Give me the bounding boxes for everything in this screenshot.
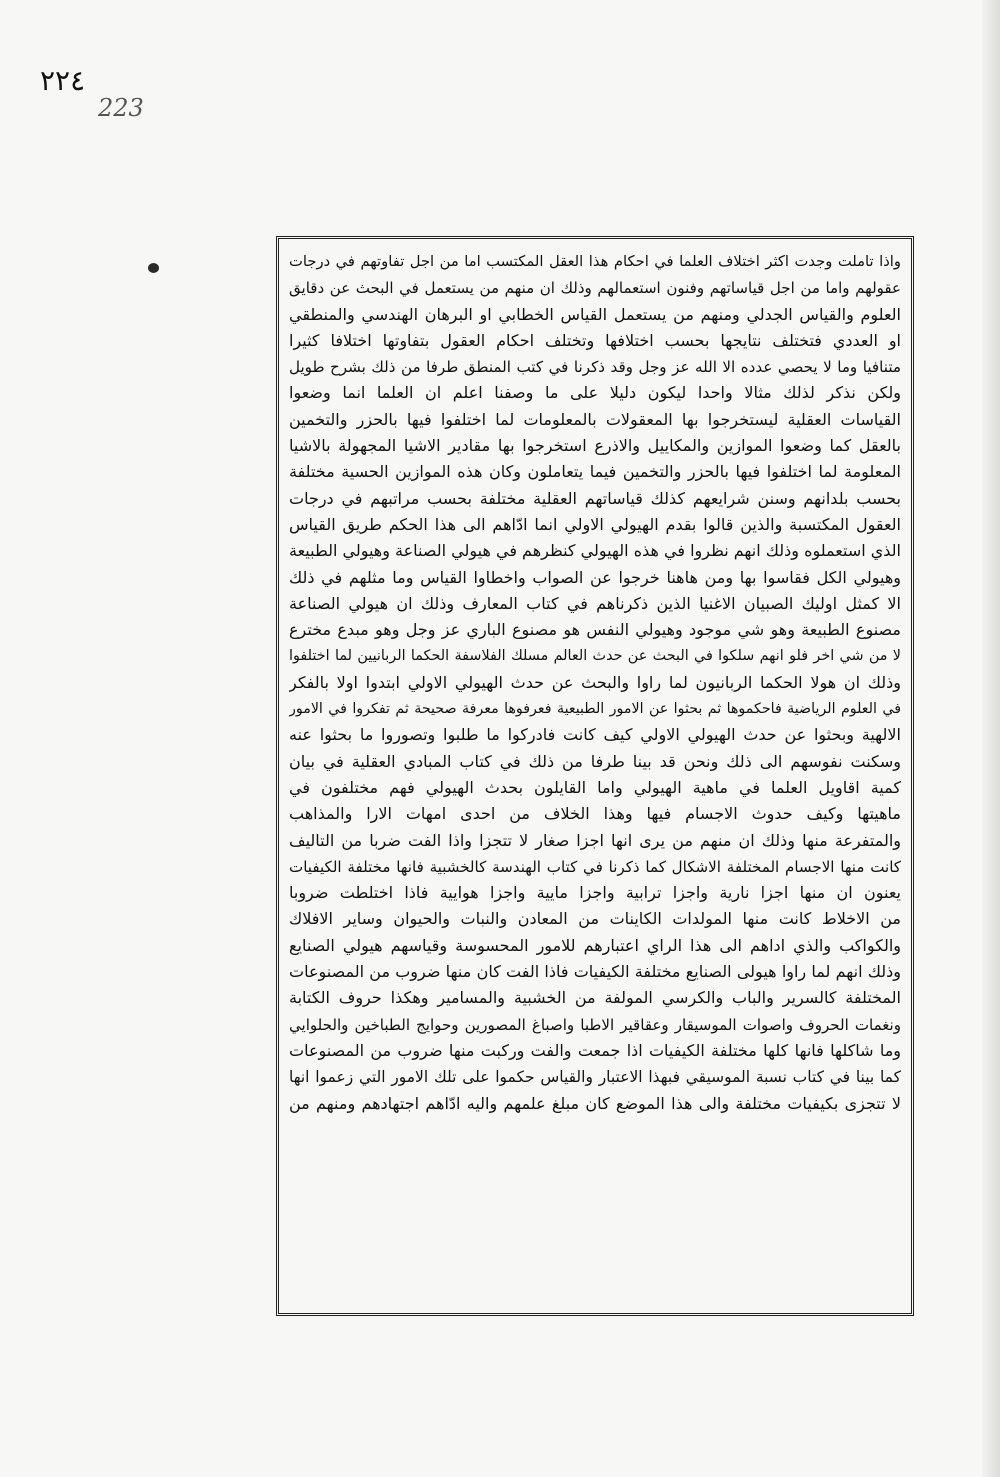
- text-line: الذي استعملوه وذلك انهم نظروا في هذه الهيولي كنظرهم في هيولي الصناعة وهيولي الطبيعة: [289, 541, 901, 561]
- text-line: والمتفرعة منها وذلك ان منهم من يرى انها اجزا صغار لا تتجزا واذا الفت ضربا من التاليف: [289, 830, 901, 850]
- text-line: العقول المكتسبة والذين قالوا بقدم الهيولي الاولي انما ادّاهم الى هذا الحكم طريق القياس: [289, 514, 901, 534]
- text-line: لا تتجزى بكيفيات مختلفة والى هذا الموضع كان مبلغ علمهم واليه ادّاهم اجتهادهم ومنهم من: [289, 1093, 901, 1113]
- text-line: كمية اقاويل العلما في ماهية الهيولي واما القايلون بحدث الهيولي فهم مختلفون في: [289, 777, 901, 797]
- text-line: المعلومة لما اختلفوا فيها بالحزر والتخمين فيما يتعاملون وكان هذه الموازين الحسية مختلفة: [289, 462, 901, 482]
- text-line: القياسات العقلية ليستخرجوا بها المعقولات بالمعلومات لما اختلفوا فيها بالحزر والتخمين: [289, 409, 901, 429]
- text-line: مصنوع الطبيعة وهو شي موجود وهيولي النفس هو مصنوع الباري عز وجل وهو مبدع مخترع: [289, 620, 901, 640]
- text-line: لا من شي اخر فلو انهم سلكوا في البحث عن حدث العالم مسلك الفلاسفة الحكما الربانيين لما اختلفوا: [289, 648, 901, 665]
- text-line: والكواكب والذي اداهم الى هذا الراي اعتبارهم للامور المحسوسة وقياسهم هيولي الصنايع: [289, 935, 901, 955]
- text-line: بالعقل كما وضعوا الموازين والمكاييل والاذرع استخرجوا بها مقادير الاشيا المجهولة بالاشيا: [289, 436, 901, 456]
- text-line: بحسب بلدانهم وسنن شرايعهم كذلك قياساتهم العقلية مختلفة بحسب مراتبهم في درجات: [289, 488, 901, 508]
- text-line: العلوم والقياس الجدلي ومنهم من يستعمل القياس الخطابي او البرهان الهندسي والمنطقي: [289, 304, 901, 324]
- text-line: ماهيتها وكيف حدوث الاجسام فيها وهذا الخلاف من احدى امهات الارا والمذاهب: [289, 804, 901, 824]
- text-line: ونغمات الحروف واصوات الموسيقار وعقاقير الاطبا واصباغ المصورين وحوايج الطباخين والحلوايي: [289, 1015, 901, 1034]
- manuscript-text: [289, 249, 901, 1117]
- text-line: الا كمثل اوليك الصبيان الاغنيا الذين ذكرناهم في كتاب المعارف وذلك ان هيولي الصناعة: [289, 593, 901, 613]
- text-frame: [276, 236, 914, 1316]
- text-line: الالهية وبحثوا عن حدث الهيولي الاولي كيف كانت فادركوا ما طلبوا وتصوروا ما بحثوا عنه: [289, 725, 901, 745]
- text-line: وذلك انهم لما راوا هيولى الصنايع مختلفة الكيفيات فاذا الفت كان منها ضروب من المصنوعات: [289, 962, 901, 982]
- text-line: وذلك ان هولا الحكما الربانيون لما راوا والبحث عن حدث الهيولي الاولي ابتدوا اولا بالفكر: [289, 672, 901, 692]
- text-line: عقولهم واما من اجل قياساتهم وفنون استعمالهم وذلك ان منهم من يستعمل في البحث عن دقايق: [289, 279, 901, 298]
- text-line: وسكنت نفوسهم الى ذلك ونحن قد بينا طرفا من ذلك في كتاب المبادي العقلية في بيان: [289, 751, 901, 771]
- ink-spot: [148, 263, 159, 273]
- page-edge: [982, 0, 1000, 1477]
- text-line: او العددي فتختلف نتايجها بحسب اختلافها وتختلف احكام العقول بتفاوتها اختلافا كثيرا: [289, 330, 901, 350]
- text-line: ولكن نذكر لذلك مثالا واحدا ليكون دليلا على ما وصفنا اعلم ان العلما انما وضعوا: [289, 383, 901, 403]
- text-line: يعنون ان منها اجزا نارية واجزا ترابية واجزا مايية واجزا هوايية فاذا اختلطت ضروبا: [289, 883, 901, 903]
- text-line: كما بينا في كتاب نسبة الموسيقي فبهذا الاعتبار والقياس حكموا على تلك الامور التي زعموا انها: [289, 1068, 901, 1087]
- folio-number-arabic: ٢٢٤: [40, 64, 86, 97]
- text-line: المختلفة كالسرير والباب والكرسي المولفة من الخشبية والمسامير وهكذا حروف الكتابة: [289, 988, 901, 1008]
- folio-number-pencil: 223: [98, 94, 144, 122]
- text-line: متنافيا وما لا يحصي عدده الا الله عز وجل وقد ذكرنا في كتب المنطق طرفا من ذلك بشرح طويل: [289, 358, 901, 377]
- text-line: في العلوم الرياضية فاحكموها ثم بحثوا عن الامور الطبيعية فعرفوها معرفة صحيحة ثم تفكروا في الامور: [289, 701, 901, 718]
- text-line: وهيولي الكل فقاسوا بها ومن هاهنا خرجوا عن الصواب واخطاوا القياس وما مثلهم في ذلك: [289, 567, 901, 587]
- text-line: واذا تاملت وجدت اكثر اختلاف العلما في احكام هذا العقل المكتسب اما من اجل تفاوتهم في درجات: [289, 253, 901, 270]
- text-line: من الاخلاط كانت منها المولدات الكاينات من المعادن والنبات والحيوان وساير الافلاك: [289, 909, 901, 929]
- text-line: كانت منها الاجسام المختلفة الاشكال كما ذكرنا في كتاب الهندسة كالخشبية فانها مختلفة الكيفيات: [289, 857, 901, 876]
- text-line: وما شاكلها فانها كلها مختلفة الكيفيات اذا جمعت والفت وركبت منها ضروب من المصنوعات: [289, 1040, 901, 1060]
